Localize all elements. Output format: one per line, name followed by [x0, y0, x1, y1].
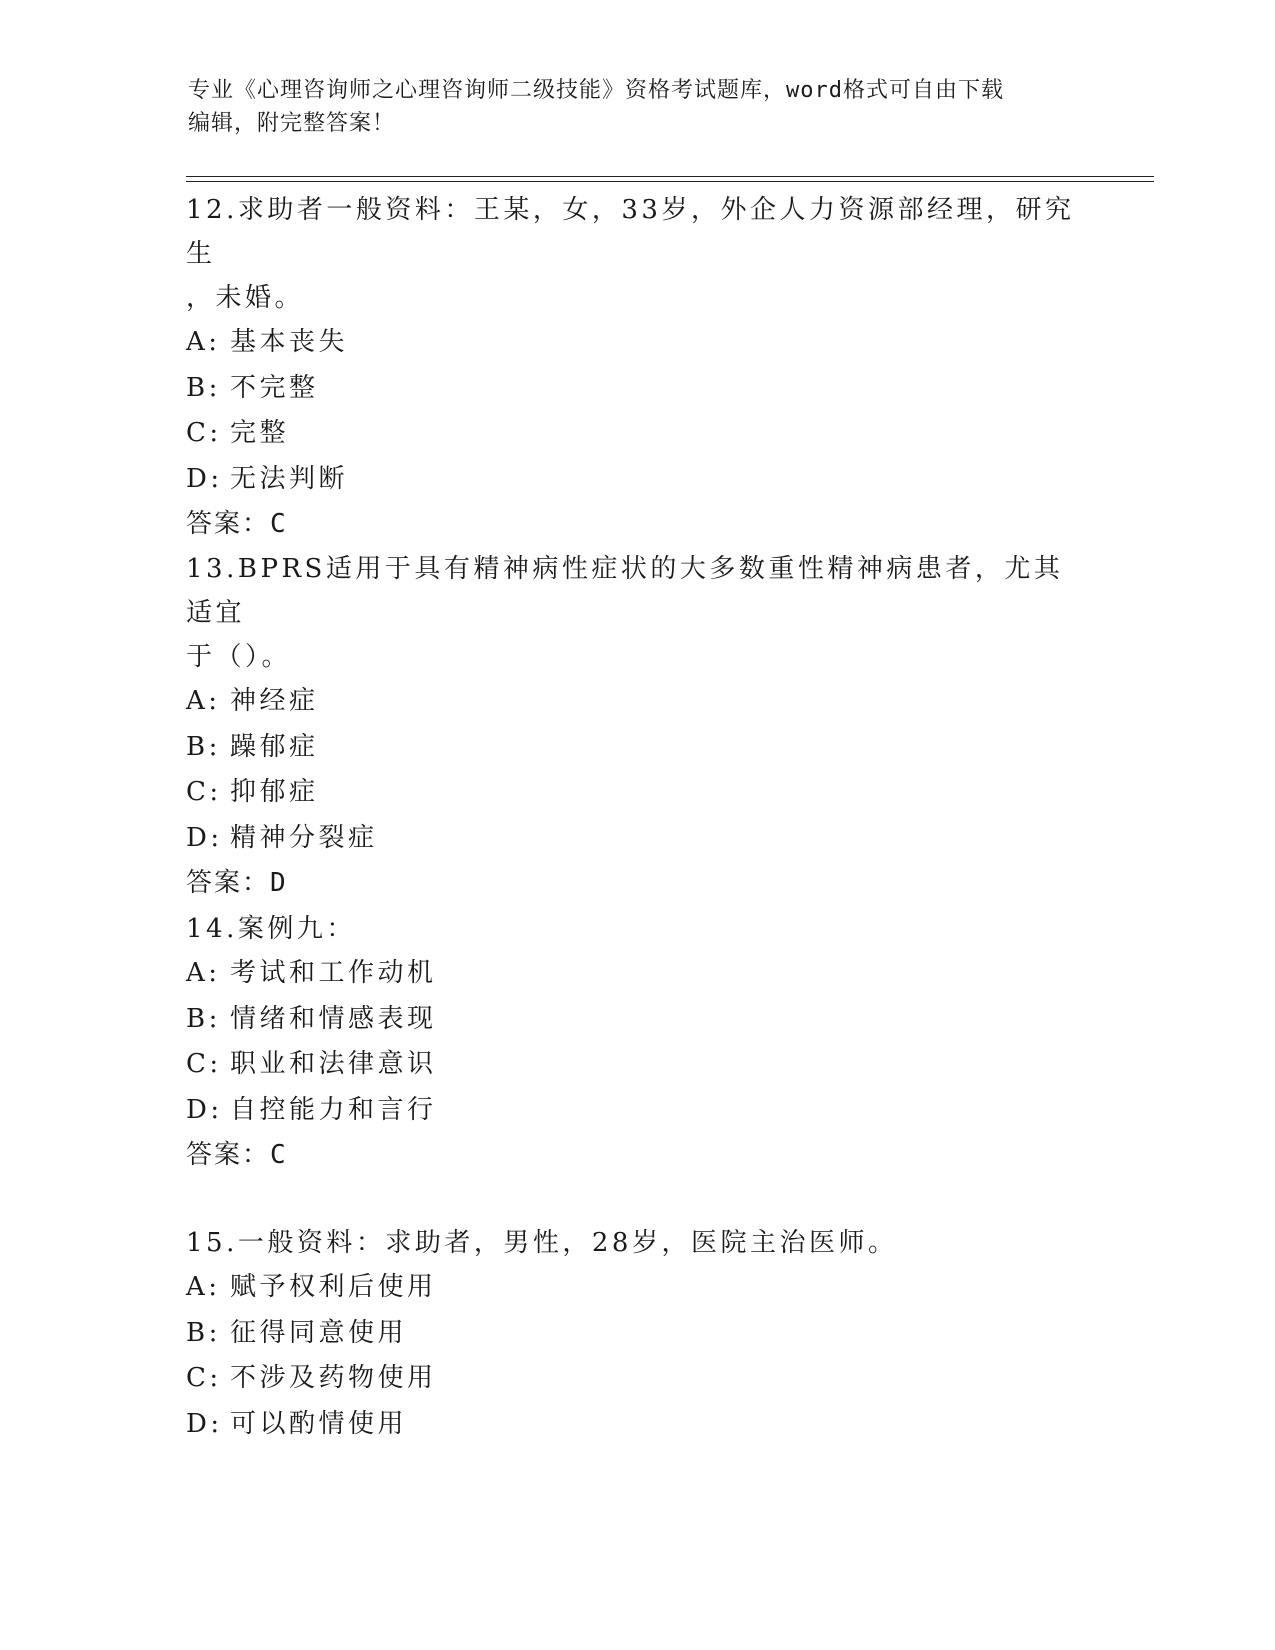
question-stem	[186, 188, 1086, 320]
option-text: 自控能力和言行	[230, 1094, 437, 1125]
option-letter: A:	[186, 1272, 221, 1302]
option-d	[186, 457, 1086, 503]
option-letter: B:	[186, 1003, 221, 1034]
option-text: 不完整	[230, 372, 319, 403]
option-letter: C:	[186, 1363, 222, 1393]
option-text: 可以酌情使用	[230, 1408, 408, 1439]
option-a	[186, 1265, 1086, 1311]
option-list	[186, 951, 1086, 1133]
option-c	[186, 770, 1086, 816]
option-a	[186, 951, 1086, 997]
option-letter: D:	[186, 822, 223, 853]
option-d	[186, 1088, 1086, 1134]
option-text: 考试和工作动机	[230, 958, 437, 988]
option-b	[186, 725, 1086, 771]
option-text: 赋予权利后使用	[230, 1272, 437, 1302]
option-text: 无法判断	[230, 463, 349, 494]
question-number: 15.	[186, 1228, 238, 1258]
option-list	[186, 679, 1086, 861]
option-list	[186, 1265, 1086, 1447]
option-text: 神经症	[230, 686, 319, 716]
question-text-line-1: 案例九：	[237, 914, 356, 944]
question-stem	[186, 1221, 1086, 1265]
option-letter: A:	[186, 686, 221, 716]
option-c	[186, 411, 1086, 457]
option-letter: C:	[186, 777, 222, 807]
question-text-line-1: 一般资料：求助者，男性，28岁，医院主治医师。	[237, 1228, 898, 1258]
option-b	[186, 366, 1086, 412]
option-b	[186, 997, 1086, 1043]
question-number: 13.	[186, 554, 238, 584]
question-text-line-1: BPRS适用于具有精神病性症状的大多数重性精神病患者，尤其适宜	[186, 554, 1064, 628]
option-text: 精神分裂症	[230, 822, 378, 853]
question-15	[186, 1221, 1086, 1447]
option-letter: A:	[186, 958, 221, 988]
option-a	[186, 320, 1086, 366]
option-letter: B:	[186, 1317, 221, 1348]
option-text: 抑郁症	[230, 777, 319, 807]
option-d	[186, 816, 1086, 862]
option-letter: B:	[186, 731, 221, 762]
option-text: 完整	[230, 418, 290, 448]
header-line-2: 编辑，附完整答案！	[188, 111, 396, 136]
option-letter: D:	[186, 1094, 223, 1125]
option-text: 情绪和情感表现	[230, 1003, 437, 1034]
option-c	[186, 1356, 1086, 1402]
question-stem	[186, 547, 1086, 679]
question-number: 12.	[186, 195, 238, 225]
question-13	[186, 547, 1086, 906]
question-text-line-2: 于（）。	[186, 642, 292, 672]
option-b	[186, 1311, 1086, 1357]
option-a	[186, 679, 1086, 725]
option-d	[186, 1402, 1086, 1448]
question-text-line-1: 求助者一般资料：王某，女，33岁，外企人力资源部经理，研究生	[186, 195, 1075, 269]
option-text: 征得同意使用	[230, 1317, 408, 1348]
option-list	[186, 320, 1086, 502]
option-text: 职业和法律意识	[230, 1049, 437, 1079]
question-14	[186, 907, 1086, 1178]
option-text: 躁郁症	[230, 731, 319, 762]
question-number: 14.	[186, 914, 238, 944]
header-line-1: 专业《心理咨询师之心理咨询师二级技能》资格考试题库，word格式可自由下载	[188, 78, 1004, 103]
option-letter: D:	[186, 1408, 223, 1439]
option-text: 不涉及药物使用	[230, 1363, 437, 1393]
option-letter: D:	[186, 463, 223, 494]
header-rule-bottom	[186, 181, 1154, 182]
option-c	[186, 1042, 1086, 1088]
question-text-line-2: ，未婚。	[186, 283, 305, 313]
option-letter: A:	[186, 327, 221, 357]
option-letter: B:	[186, 372, 221, 403]
answer-line: 答案：C	[186, 1140, 288, 1170]
answer-line: 答案：D	[186, 868, 288, 898]
option-letter: C:	[186, 418, 222, 448]
answer-line: 答案：C	[186, 509, 288, 539]
question-stem	[186, 907, 1086, 951]
option-text: 基本丧失	[230, 327, 349, 357]
header-rule-top	[186, 176, 1154, 177]
document-header	[188, 74, 1068, 140]
question-12	[186, 188, 1086, 547]
option-letter: C:	[186, 1049, 222, 1079]
